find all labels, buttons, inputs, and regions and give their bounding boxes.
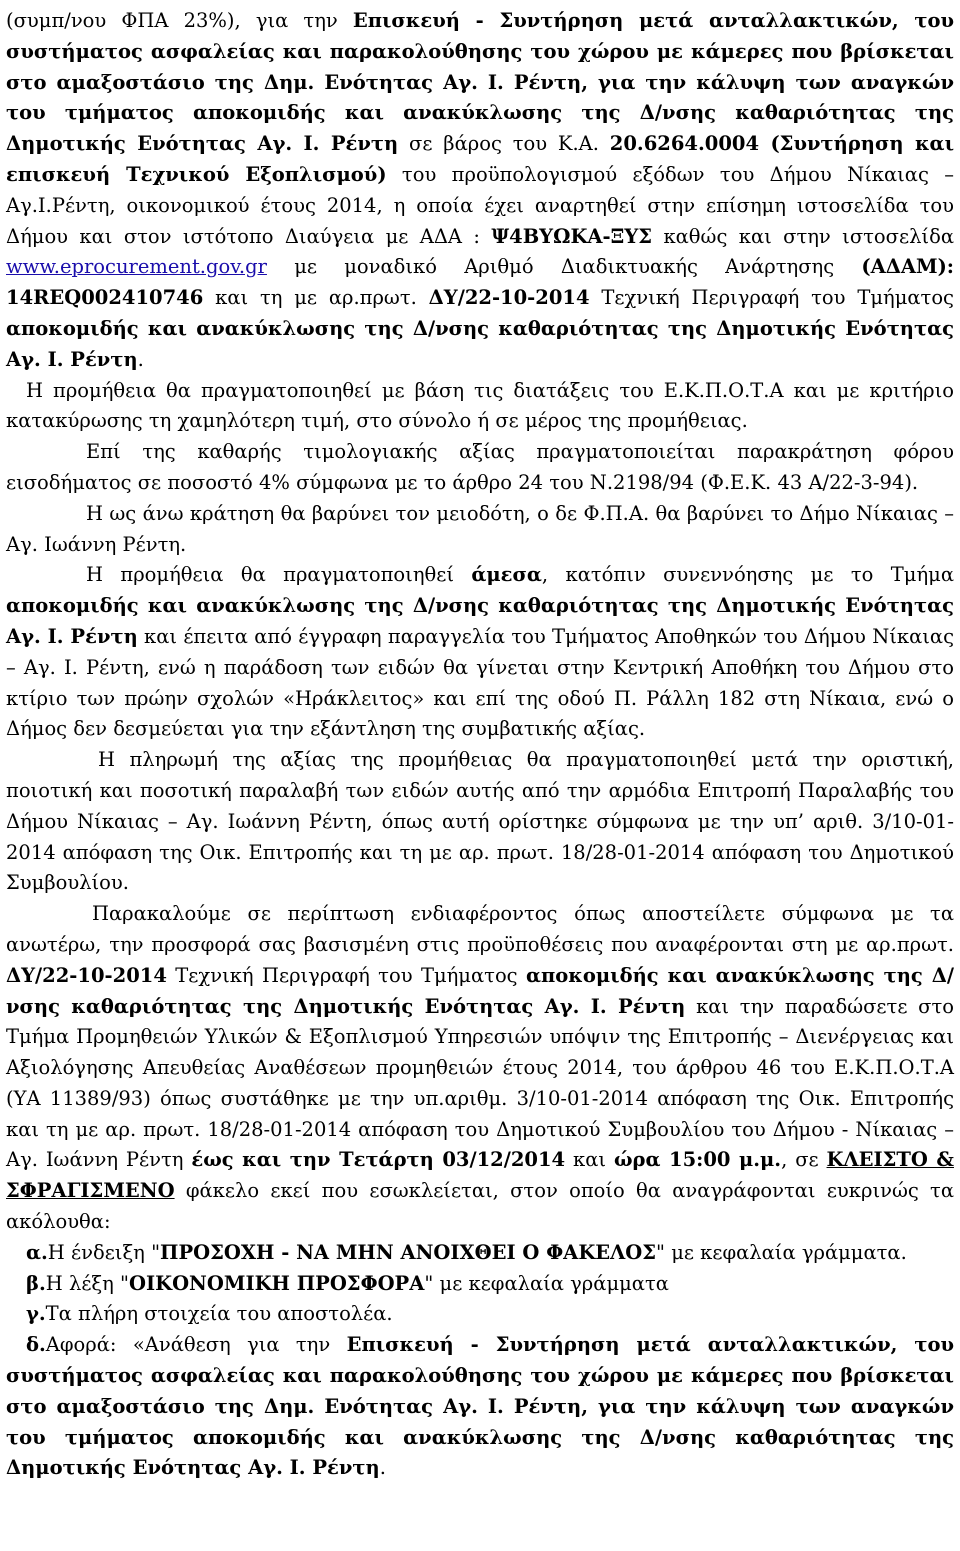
bold-text: ΔΥ/22-10-2014 — [6, 963, 167, 987]
text-run: Η ένδειξη " — [47, 1240, 161, 1264]
text-run: σε βάρος του Κ.Α. — [398, 132, 610, 156]
bold-text: 20.6264.0004 (Συντήρηση και επισκευή Τεχνικού Εξοπλισμού) — [6, 132, 955, 186]
text-run: καθώς και στην ιστοσελίδα — [652, 224, 954, 248]
paragraph — [6, 745, 954, 899]
text-run: . — [137, 347, 144, 371]
bold-text: α. — [26, 1240, 48, 1264]
text-run: Τα πλήρη στοιχεία του αποστολέα. — [45, 1302, 393, 1326]
list-item — [6, 1238, 954, 1269]
list-item — [6, 1269, 954, 1300]
bold-text: ΠΡΟΣΟΧΗ - ΝΑ ΜΗΝ ΑΝΟΙΧΘΕΙ Ο ΦΑΚΕΛΟΣ — [160, 1240, 657, 1264]
text-run: (συμπ/νου ΦΠΑ 23%), για την — [6, 9, 353, 32]
bold-text: αποκομιδής και ανακύκλωσης της Δ/νσης καθαριότητας της Δημοτικής Ενότητας Αγ. Ι. Ρέντη — [6, 594, 954, 648]
document-body — [6, 6, 954, 1238]
paragraph — [6, 499, 954, 561]
list-item — [6, 1299, 954, 1330]
bold-text: αποκομιδής και ανακύκλωσης της Δ/νσης καθαριότητας της Δημοτικής Ενότητας Αγ. Ι. Ρέντη — [6, 963, 954, 1018]
bold-text: Επισκευή - Συντήρηση μετά ανταλλακτικών, του συστήματος ασφαλείας και παρακολούθησης του χώρου με κάμερες που βρίσκεται στο αμαξοστάσιο της Δημ. Ενότητας Αγ. Ι. Ρέντη, για την κάλυψη των αναγκών του τμήματος αποκομιδής και ανακύκλωσης της Δ/νσης καθαριότητας της Δημοτικής Ενότητας Αγ. Ι. Ρέντη — [6, 9, 954, 156]
text-run: και έπειτα από έγγραφη παραγγελία του Τμήματος Αποθηκών του Δήμου Νίκαιας – Αγ. Ι. Ρέντη, ενώ η παράδοση των ειδών θα γίνεται στην Κεντρική Αποθήκη του Δήμου στο κτίριο των πρώην σχολών «Ηράκλειτος» και επί της οδού Π. Ράλλη 182 στη Νίκαια, ενώ ο Δήμος δεν δεσμεύεται για την εξάντληση της συμβατικής αξίας. — [6, 624, 954, 741]
list-item — [6, 1330, 954, 1484]
paragraph — [6, 376, 954, 438]
bold-text: αποκομιδής και ανακύκλωσης της Δ/νσης καθαριότητας της Δημοτικής Ενότητας Αγ. Ι. Ρέντη — [6, 316, 954, 371]
bold-text: γ. — [26, 1302, 46, 1326]
text-run: και τη με αρ.πρωτ. — [203, 286, 429, 310]
paragraph — [6, 560, 954, 745]
text-run: , κατόπιν συνεννόησης με το Τμήμα — [541, 563, 954, 587]
text-run: Η λέξη " — [45, 1271, 130, 1295]
paragraph — [6, 437, 954, 499]
bold-text: ώρα 15:00 μ.μ. — [613, 1148, 782, 1172]
text-run: φάκελο εκεί που εσωκλείεται, στον οποίο θα αναγράφονται ευκρινώς τα ακόλουθα: — [6, 1179, 954, 1234]
text-run: και την παραδώσετε στο Τμήμα Προμηθειών Υλικών & Εξοπλισμού Υπηρεσιών υπόψιν της Επιτροπής – Διενέργειας και Αξιολόγησης Απευθείας Αναθέσεων προμηθειών έτους 2014, του άρθρου 46 του Ε.Κ.Π.Ο.Τ.Α (ΥΑ 11389/93) όπως συστάθηκε με την υπ.αριθμ. 3/10-01-2014 απόφαση της Οικ. Επιτροπής και τη με αρ. πρωτ. 18/28-01-2014 απόφαση του Δημοτικού Συμβουλίου του Δήμου - Νίκαιας – Αγ. Ιωάννη Ρέντη — [6, 994, 955, 1172]
text-run: Αφορά: «Ανάθεση για την — [45, 1333, 347, 1357]
text-run: " με κεφαλαία γράμματα — [424, 1271, 669, 1295]
bold-text: ΔΥ/22-10-2014 — [428, 286, 590, 310]
text-run: και — [565, 1148, 614, 1172]
bold-text: β. — [26, 1271, 46, 1295]
paragraph — [6, 6, 954, 376]
bold-text: δ. — [26, 1333, 46, 1357]
text-run: Η πληρωμή της αξίας της προμήθειας θα πραγματοποιηθεί μετά την οριστική, ποιοτική και ποσοτική παραλαβή των ειδών αυτής από την αρμόδια Επιτροπή Παραλαβής του Δήμου Νίκαιας – Αγ. Ιωάννη Ρέντη, όπως αυτή ορίστηκε σύμφωνα με την υπ’ αριθ. 3/10-01-2014 απόφαση της Οικ. Επιτροπής και τη με αρ. πρωτ. 18/28-01-2014 απόφαση του Δημοτικού Συμβουλίου. — [6, 748, 954, 895]
text-run: . — [379, 1456, 386, 1480]
text-run: , σε — [781, 1148, 827, 1172]
website-link[interactable]: www.eprocurement.gov.gr — [6, 255, 267, 279]
text-run: Η προμήθεια θα πραγματοποιηθεί — [86, 563, 472, 587]
text-run: Η ως άνω κράτηση θα βαρύνει τον μειοδότη, ο δε Φ.Π.Α. θα βαρύνει το Δήμο Νίκαιας – Αγ. Ιωάννη Ρέντη. — [6, 501, 954, 556]
bold-text: (ΑΔΑΜ): 14REQ002410746 — [6, 255, 954, 310]
bold-text: ΚΛΕΙΣΤΟ & ΣΦΡΑΓΙΣΜΕΝΟ — [6, 1148, 954, 1203]
text-run: Τεχνική Περιγραφή του Τμήματος — [589, 286, 954, 310]
text-run: με μοναδικό Αριθμό Διαδικτυακής Ανάρτησης — [266, 255, 862, 279]
text-run: Η προμήθεια θα πραγματοποιηθεί με βάση τις διατάξεις του Ε.Κ.Π.Ο.Τ.Α και με κριτήριο κατακύρωσης τη χαμηλότερη τιμή, στο σύνολο ή σε μέρος της προμήθειας. — [6, 378, 954, 433]
text-run: Τεχνική Περιγραφή του Τμήματος — [166, 963, 526, 987]
bold-text: έως και την Τετάρτη 03/12/2014 — [191, 1148, 566, 1172]
bold-text: Επισκευή - Συντήρηση μετά ανταλλακτικών, του συστήματος ασφαλείας και παρακολούθησης του χώρου με κάμερες που βρίσκεται στο αμαξοστάσιο της Δημ. Ενότητας Αγ. Ι. Ρέντη, για την κάλυψη των αναγκών του τμήματος αποκομιδής και ανακύκλωσης της Δ/νσης καθαριότητας της Δημοτικής Ενότητας Αγ. Ι. Ρέντη — [6, 1333, 955, 1480]
text-run: Επί της καθαρής τιμολογιακής αξίας πραγματοποιείται παρακράτηση φόρου εισοδήματος σε ποσοστό 4% σύμφωνα με το άρθρο 24 του Ν.2198/94 (Φ.Ε.Κ. 43 Α/22-3-94). — [6, 440, 954, 494]
paragraph — [6, 899, 954, 1238]
bold-text: ΟΙΚΟΝΟΜΙΚΗ ΠΡΟΣΦΟΡΑ — [129, 1271, 425, 1295]
envelope-markings-list — [6, 1238, 954, 1484]
text-run: του προϋπολογισμού εξόδων του Δήμου Νίκαιας – Αγ.Ι.Ρέντη, οικονομικού έτους 2014, η οποία έχει αναρτηθεί στην επίσημη ιστοσελίδα του Δήμου και στον ιστότοπο Διαύγεια με ΑΔΑ : — [6, 162, 954, 248]
text-run: Παρακαλούμε σε περίπτωση ενδιαφέροντος όπως αποστείλετε σύμφωνα με τα ανωτέρω, την προσφορά σας βασισμένη στις προϋποθέσεις που αναφέρονται στη με αρ.πρωτ. — [6, 902, 954, 956]
text-run: " με κεφαλαία γράμματα. — [656, 1240, 907, 1264]
bold-text: Ψ4ΒΥΩΚΑ-ΞΥΣ — [491, 224, 653, 248]
bold-text: άμεσα — [471, 563, 542, 587]
